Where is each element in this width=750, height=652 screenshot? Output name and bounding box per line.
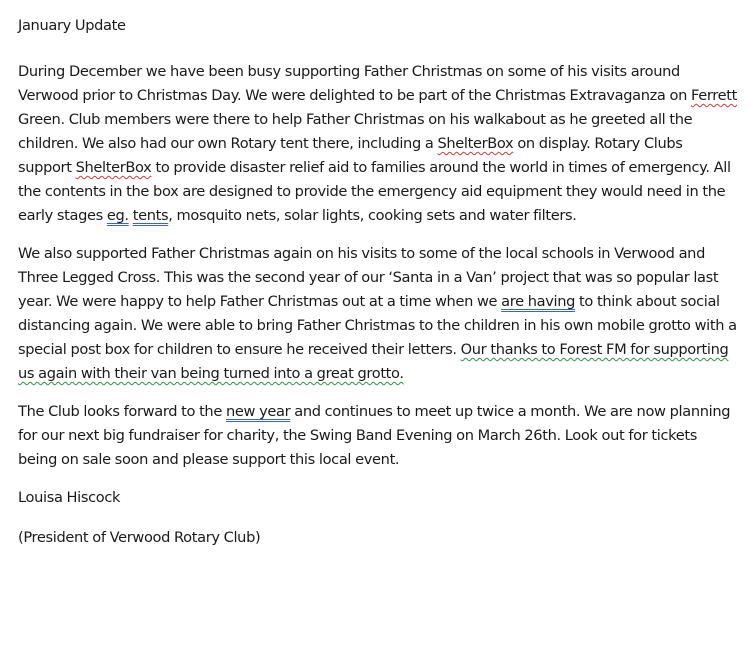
spelling-flag-ferrett[interactable]: Ferrett: [690, 87, 737, 104]
grammar-flag-new-year[interactable]: new year: [225, 403, 291, 420]
text-run: , mosquito nets, solar lights, cooking sets and water filters.: [168, 207, 577, 224]
text-run: The Club looks forward to the: [18, 403, 226, 420]
document-title: January Update: [18, 17, 126, 34]
grammar-flag-eg[interactable]: eg.: [106, 207, 129, 224]
document-body: [18, 14, 738, 550]
grammar-flag-tents[interactable]: tents: [132, 207, 169, 224]
grammar-flag-thanks-sentence[interactable]: Our thanks to Forest FM for supporting us again with their van being turned into a great grotto.: [18, 341, 729, 382]
spelling-flag-shelterbox-2[interactable]: ShelterBox: [75, 159, 152, 176]
text-run: and continues to meet up twice a month. We are now planning for our next big fundraiser for charity, the Swing Band Evening on March 26th. Look out for tickets being on sale soon and please support this local event.: [18, 403, 731, 468]
paragraph-schools: [18, 242, 738, 386]
paragraph-december: [18, 60, 738, 228]
signature-name: Louisa Hiscock: [18, 489, 121, 506]
text-run: to think about social distancing again. We were able to bring Father Christmas to the children in his own mobile grotto with a special post box for children to ensure he received their letters.: [18, 293, 737, 358]
spelling-flag-shelterbox[interactable]: ShelterBox: [437, 135, 514, 152]
paragraph-new-year: [18, 400, 738, 472]
text-run: Green. Club members were there to help Father Christmas on his walkabout as he greeted all the children. We also had our own Rotary tent there, including a: [18, 111, 693, 152]
signature-title: (President of Verwood Rotary Club): [18, 529, 261, 546]
text-run: on display. Rotary Clubs support: [18, 135, 683, 176]
grammar-flag-are-having[interactable]: are having: [501, 293, 576, 310]
text-run: During December we have been busy supporting Father Christmas on some of his visits around Verwood prior to Christmas Day. We were delighted to be part of the Christmas Extravaganza on: [18, 63, 691, 104]
text-run: We also supported Father Christmas again on his visits to some of the local schools in Verwood and Three Legged Cross. This was the second year of our ‘Santa in a Van’ project that was so popular last year. We were happy to help Father Christmas out at a time when we: [18, 245, 719, 310]
text-run: to provide disaster relief aid to families around the world in times of emergency. All the contents in the box are designed to provide the emergency aid equipment they would need in the early stages: [18, 159, 731, 224]
